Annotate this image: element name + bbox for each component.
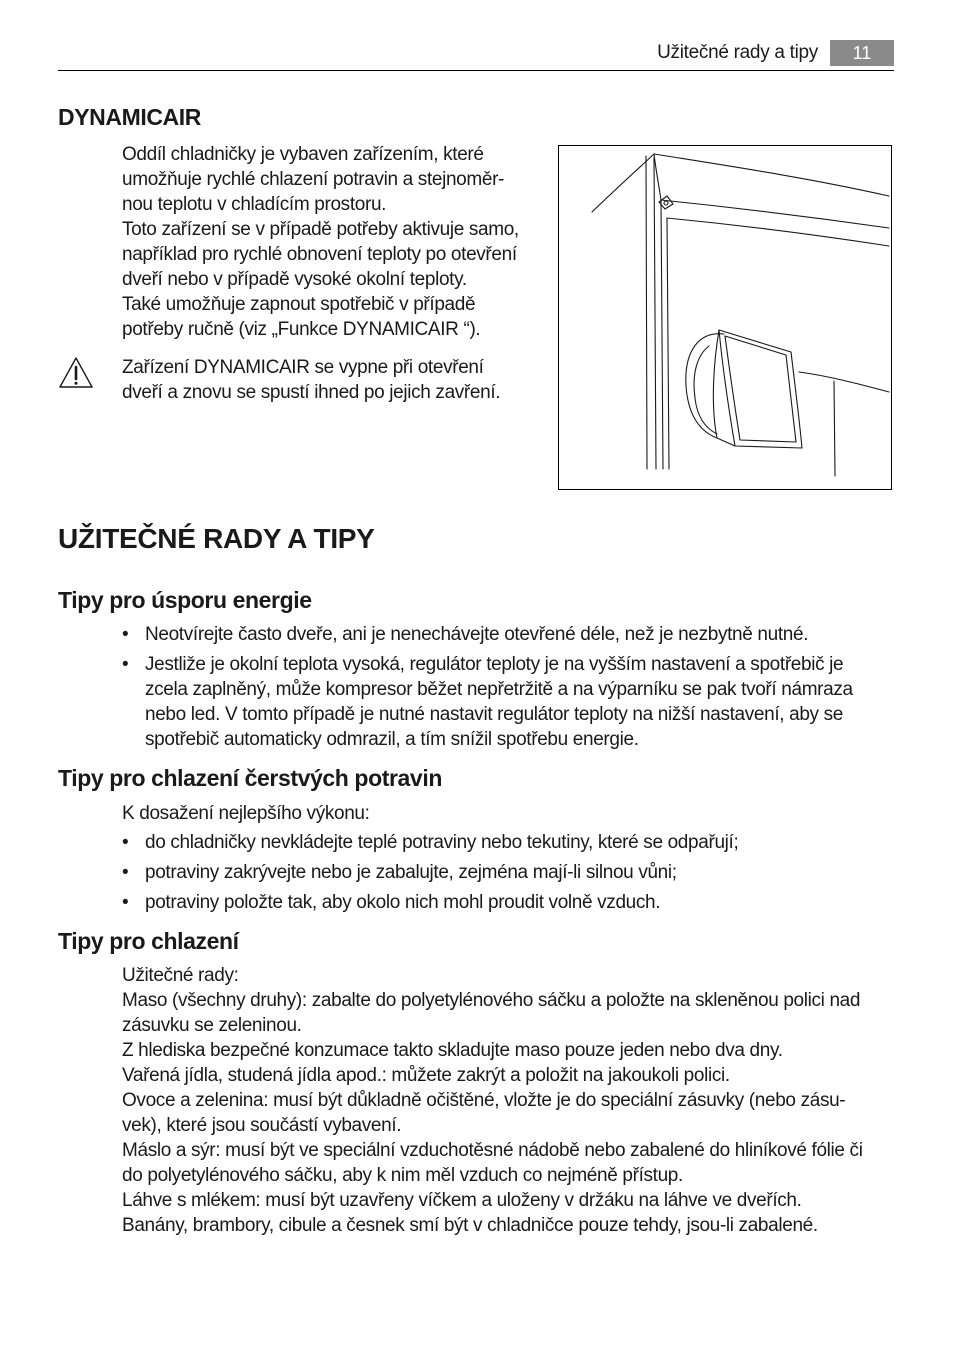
dynamicair-warning-text [122,355,500,405]
text-line: zásuvku se zeleninou. [122,1015,302,1036]
text-line: spotřebič automaticky odmrazil, a tím snížil spotřebu energie. [145,729,639,750]
text-line: • Jestliže je okolní teplota vysoká, regulátor teploty je na vyšším nastavení a spotřebič je [145,654,844,675]
text-line: například pro rychlé obnovení teploty po otevření [122,244,517,265]
list-item: • do chladničky nevkládejte teplé potraviny nebo tekutiny, které se odpařují; [122,830,902,855]
text-line: Toto zařízení se v případě potřeby aktivuje samo, [122,219,519,240]
text-line: vek), které jsou součástí vybavení. [122,1115,402,1136]
text-line: Z hlediska bezpečné konzumace takto skladujte maso pouze jeden nebo dva dny. [122,1040,783,1061]
energy-tips-list [122,622,902,757]
dynamicair-paragraph [122,142,519,342]
running-header-title: Užitečné rady a tipy [657,42,818,63]
cooling-tips-text [122,963,902,1238]
text-line: Ovoce a zelenina: musí být důkladně očištěné, vložte je do speciální zásuvky (nebo zásu- [122,1090,846,1111]
text-line: umožňuje rychlé chlazení potravin a stejnoměr- [122,169,505,190]
text-line: do polyetylénového sáčku, aby k nim měl vzduch co nejméně přístup. [122,1165,683,1186]
fresh-food-intro: K dosažení nejlepšího výkonu: [122,803,370,824]
text-line: Banány, brambory, cibule a česnek smí být v chladničce pouze tehdy, jsou-li zabalené. [122,1215,818,1236]
fresh-food-tips-heading: Tipy pro chlazení čerstvých potravin [58,765,442,791]
dynamicair-heading: DYNAMICAIR [58,104,201,130]
page-number-badge: 11 [830,40,894,66]
list-item [122,652,902,752]
text-line: Také umožňuje zapnout spotřebič v případě [122,294,476,315]
list-item [122,622,902,647]
header-divider [58,70,894,71]
text-line: Maso (všechny druhy): zabalte do polyetylénového sáčku a položte na skleněnou polici nad [122,990,861,1011]
text-line: zcela zaplněný, může kompresor běžet nepřetržitě a na výparníku se pak tvoří námraza [145,679,853,700]
text-line: Zařízení DYNAMICAIR se vypne při otevření [122,357,484,378]
energy-tips-heading: Tipy pro úsporu energie [58,587,312,613]
text-line: nebo led. V tomto případě je nutné nastavit regulátor teploty na nižší nastavení, aby se [145,704,843,725]
text-line: dveří a znovu se spustí ihned po jejich zavření. [122,382,501,403]
page-section-title: UŽITEČNÉ RADY A TIPY [58,523,375,554]
fridge-interior-drawing [559,146,891,489]
text-line: Vařená jídla, studená jídla apod.: můžete zakrýt a položit na jakoukoli polici. [122,1065,730,1086]
text-line: potřeby ručně (viz „Funkce DYNAMICAIR “). [122,319,481,340]
text-line: dveří nebo v případě vysoké okolní teploty. [122,269,467,290]
text-line: Máslo a sýr: musí být ve speciální vzduchotěsné nádobě nebo zabalené do hliníkové fólie či [122,1140,863,1161]
list-item: • potraviny položte tak, aby okolo nich mohl proudit volně vzduch. [122,890,902,915]
warning-triangle-icon [57,355,95,391]
text-line: nou teplotu v chladícím prostoru. [122,194,387,215]
fresh-food-tips-list [122,830,902,920]
dynamicair-fan-illustration [558,145,892,490]
text-line: Láhve s mlékem: musí být uzavřeny víčkem a uloženy v držáku na láhve ve dveřích. [122,1190,802,1211]
text-line: Neotvírejte často dveře, ani je nenechávejte otevřené déle, než je nezbytně nutné. [145,624,809,645]
list-item: • potraviny zakrývejte nebo je zabalujte, zejména mají-li silnou vůni; [122,860,902,885]
text-line: Užitečné rady: [122,965,239,986]
cooling-tips-heading: Tipy pro chlazení [58,928,239,954]
text-line: Oddíl chladničky je vybaven zařízením, které [122,144,484,165]
